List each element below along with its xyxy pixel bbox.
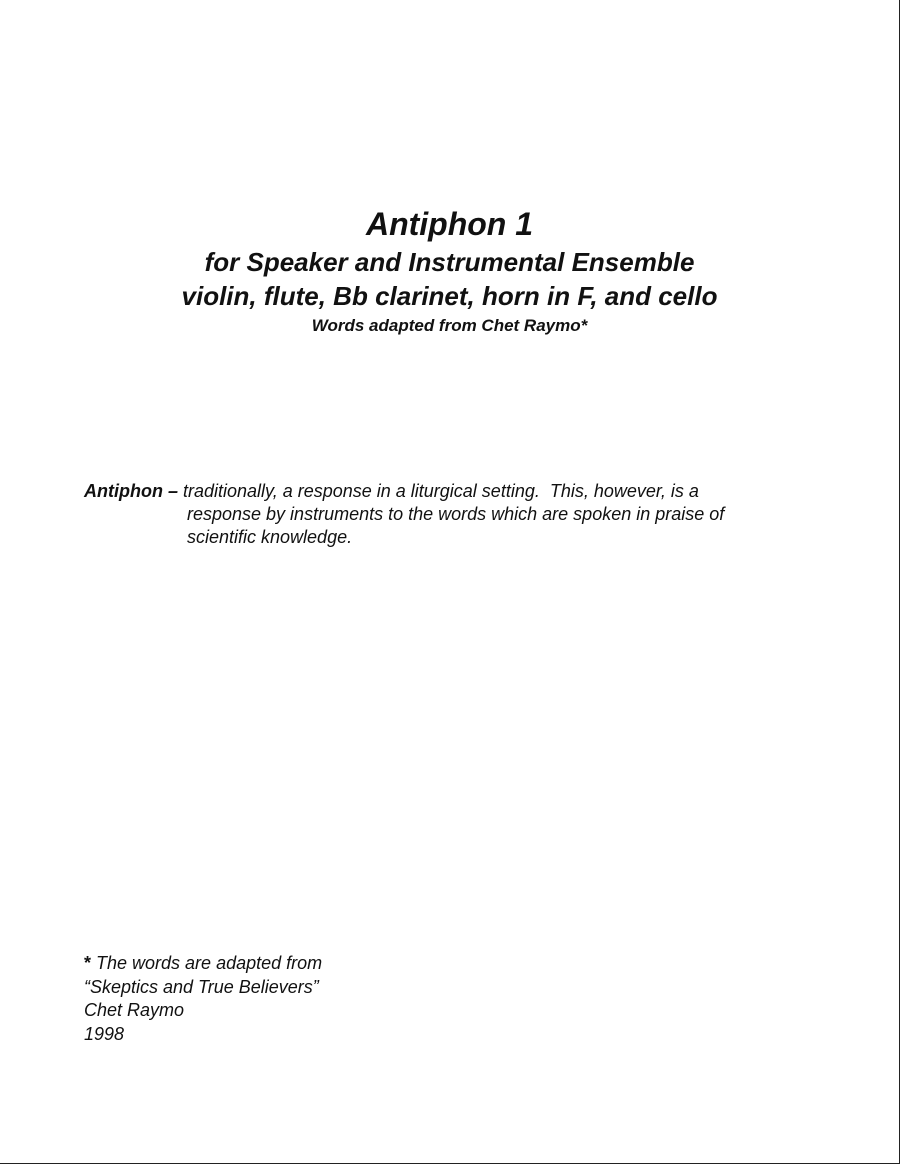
piece-subtitle: for Speaker and Instrumental Ensemble xyxy=(204,247,695,277)
definition-line-2: response by instruments to the words which are spoken in praise of xyxy=(187,504,725,524)
footnote-text-1: The words are adapted from xyxy=(91,953,323,973)
definition-line-3: scientific knowledge. xyxy=(187,527,353,547)
footnote-year: 1998 xyxy=(84,1023,125,1044)
footnote xyxy=(84,952,322,1046)
text-credit: Words adapted from Chet Raymo* xyxy=(311,316,588,335)
footnote-asterisk: * xyxy=(84,953,92,973)
piece-title: Antiphon 1 xyxy=(365,206,534,242)
footnote-source-title: “Skeptics and True Believers” xyxy=(84,976,319,997)
footnote-author: Chet Raymo xyxy=(84,1000,185,1020)
footnote-line-1 xyxy=(84,952,322,976)
definition-term: Antiphon – xyxy=(84,481,178,501)
title-block xyxy=(0,203,899,339)
antiphon-definition xyxy=(84,480,814,549)
definition-text-1: traditionally, a response in a liturgical setting. This, however, is a xyxy=(177,481,699,501)
instrumentation: violin, flute, Bb clarinet, horn in F, and cello xyxy=(181,281,718,311)
definition-line-1 xyxy=(84,480,814,503)
